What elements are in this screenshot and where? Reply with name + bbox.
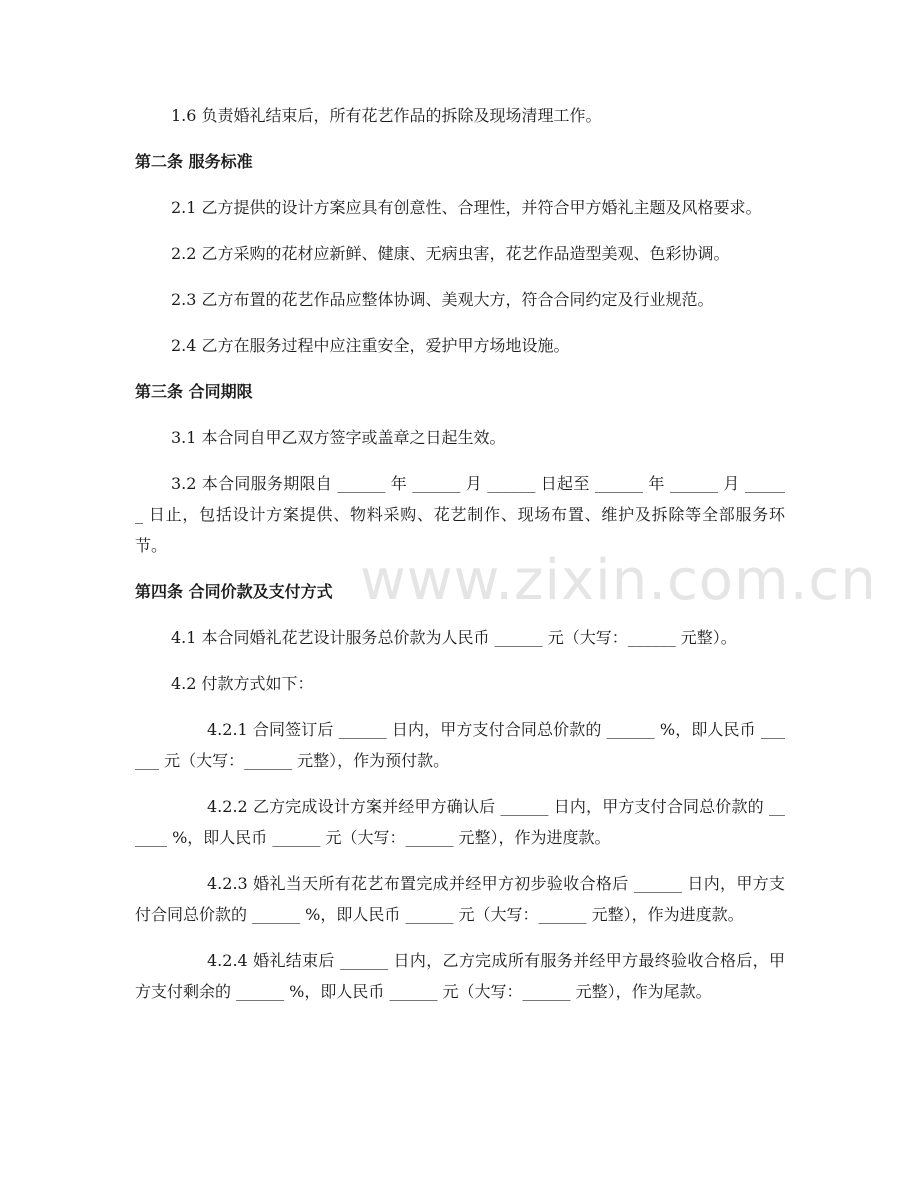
- watermark-text: www.zixin.com.cn: [360, 548, 877, 613]
- clause-1-6: 1.6 负责婚礼结束后，所有花艺作品的拆除及现场清理工作。: [171, 106, 602, 125]
- clause-2-4: 2.4 乙方在服务过程中应注重安全，爱护甲方场地设施。: [171, 336, 570, 355]
- section-heading-3: 第三条 合同期限: [135, 382, 253, 401]
- clause-2-2: 2.2 乙方采购的花材应新鲜、健康、无病虫害，花艺作品造型美观、色彩协调。: [171, 244, 730, 263]
- clause-4-2-4: 4.2.4 婚礼结束后 ______ 日内，乙方完成所有服务并经甲方最终验收合格后，甲方支付剩余的 ______ %，即人民币 ______ 元（大写：______ 元整），作为尾款。: [135, 951, 785, 1001]
- clause-4-1: 4.1 本合同婚礼花艺设计服务总价款为人民币 ______ 元（大写：______ 元整）。: [171, 628, 737, 647]
- clause-4-2-2: 4.2.2 乙方完成设计方案并经甲方确认后 ______ 日内，甲方支付合同总价款的 ______ %，即人民币 ______ 元（大写：______ 元整），作为进度款。: [135, 797, 785, 847]
- clause-4-2: 4.2 付款方式如下：: [171, 674, 314, 693]
- clause-2-3: 2.3 乙方布置的花艺作品应整体协调、美观大方，符合合同约定及行业规范。: [171, 290, 714, 309]
- clause-2-1: 2.1 乙方提供的设计方案应具有创意性、合理性，并符合甲方婚礼主题及风格要求。: [171, 198, 762, 217]
- clause-4-2-3: 4.2.3 婚礼当天所有花艺布置完成并经甲方初步验收合格后 ______ 日内，甲方支付合同总价款的 ______ %，即人民币 ______ 元（大写：______ 元整），作为进度款。: [135, 874, 785, 924]
- clause-4-2-1: 4.2.1 合同签订后 ______ 日内，甲方支付合同总价款的 ______ %，即人民币 ______ 元（大写：______ 元整），作为预付款。: [135, 720, 785, 770]
- section-heading-4: 第四条 合同价款及支付方式: [135, 582, 333, 601]
- document-body: [135, 100, 785, 1022]
- clause-3-1: 3.1 本合同自甲乙双方签字或盖章之日起生效。: [171, 428, 506, 447]
- clause-3-2: 3.2 本合同服务期限自 ______ 年 ______ 月 ______ 日起至 ______ 年 ______ 月 ______ 日止，包括设计方案提供、物料采购、花艺制作、现场布置、维护及拆除等全部服务环节。: [135, 474, 785, 555]
- section-heading-2: 第二条 服务标准: [135, 152, 253, 171]
